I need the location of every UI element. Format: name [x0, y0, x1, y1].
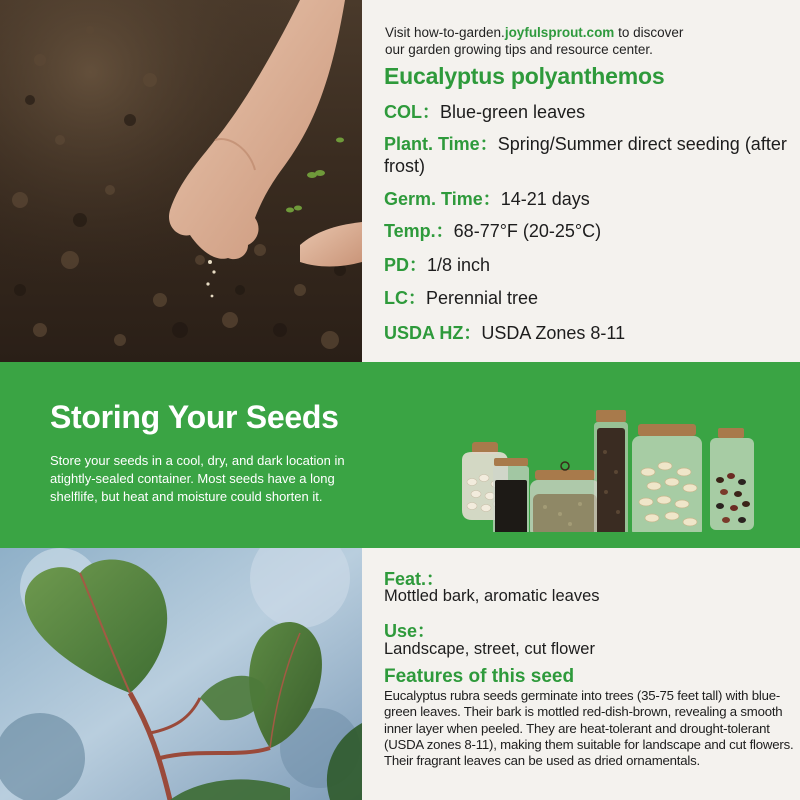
- promo-line-2: our garden growing tips and resource center.: [385, 42, 653, 57]
- storing-text: Store your seeds in a cool, dry, and dark location in atightly-sealed container. Most seeds have a long shelflife, but heat and moisture could shorten it.: [50, 453, 345, 504]
- spec-planting-depth: [384, 254, 796, 276]
- spec-value: Spring/Summer direct seeding (after frost): [384, 134, 787, 176]
- seed-jars-image: [450, 382, 770, 532]
- use-label: Use：: [384, 621, 436, 641]
- spec-value: 68-77°F (20-25°C): [453, 221, 602, 241]
- spec-value: Perennial tree: [426, 288, 539, 308]
- spec-value: USDA Zones 8-11: [481, 323, 626, 343]
- promo-prefix: Visit how-to-garden.: [385, 25, 505, 40]
- spec-label: Plant. Time：: [384, 134, 498, 154]
- spec-value: 14-21 days: [500, 189, 590, 209]
- soil-hand-photo: [0, 0, 362, 362]
- spec-color: [384, 101, 796, 123]
- spec-life-cycle: [384, 287, 796, 309]
- features-text: Eucalyptus rubra seeds germinate into trees (35-75 feet tall) with blue-green leaves. Their bark is mottled red-dish-brown, revealing a smooth inner layer when peeled. They are heat-tolerant and drought-tolerant (USDA zones 8-11), making them suitable for landscape and cut flowers. Their fragrant leaves can be used as dried ornamentals.: [384, 688, 794, 769]
- spec-label: Germ. Time：: [384, 189, 501, 209]
- spec-temperature: [384, 220, 796, 242]
- spec-value: 1/8 inch: [427, 255, 491, 275]
- spec-label: LC：: [384, 288, 426, 308]
- product-info-panel: [362, 0, 800, 362]
- brand-link[interactable]: joyfulsprout.com: [504, 25, 615, 40]
- promo-suffix: to discover: [614, 25, 684, 40]
- features-panel: [362, 548, 800, 800]
- product-title: Eucalyptus polyanthemos: [384, 63, 665, 89]
- spec-hardiness-zone: [384, 322, 796, 344]
- storing-seeds-banner: [0, 362, 800, 548]
- spec-label: USDA HZ：: [384, 323, 482, 343]
- feat-value: Mottled bark, aromatic leaves: [384, 587, 600, 605]
- spec-label: Temp.：: [384, 221, 454, 241]
- feat-label: Feat.：: [384, 569, 445, 589]
- eucalyptus-leaves-photo: [0, 548, 362, 800]
- website-promo: [385, 24, 785, 58]
- spec-germination-time: [384, 188, 796, 210]
- storing-title: Storing Your Seeds: [50, 399, 339, 435]
- spec-label: PD：: [384, 255, 428, 275]
- spec-value: Blue-green leaves: [440, 102, 586, 122]
- features-title: Features of this seed: [384, 666, 575, 687]
- spec-planting-time: [384, 133, 796, 177]
- use-value: Landscape, street, cut flower: [384, 640, 595, 658]
- spec-label: COL：: [384, 102, 440, 122]
